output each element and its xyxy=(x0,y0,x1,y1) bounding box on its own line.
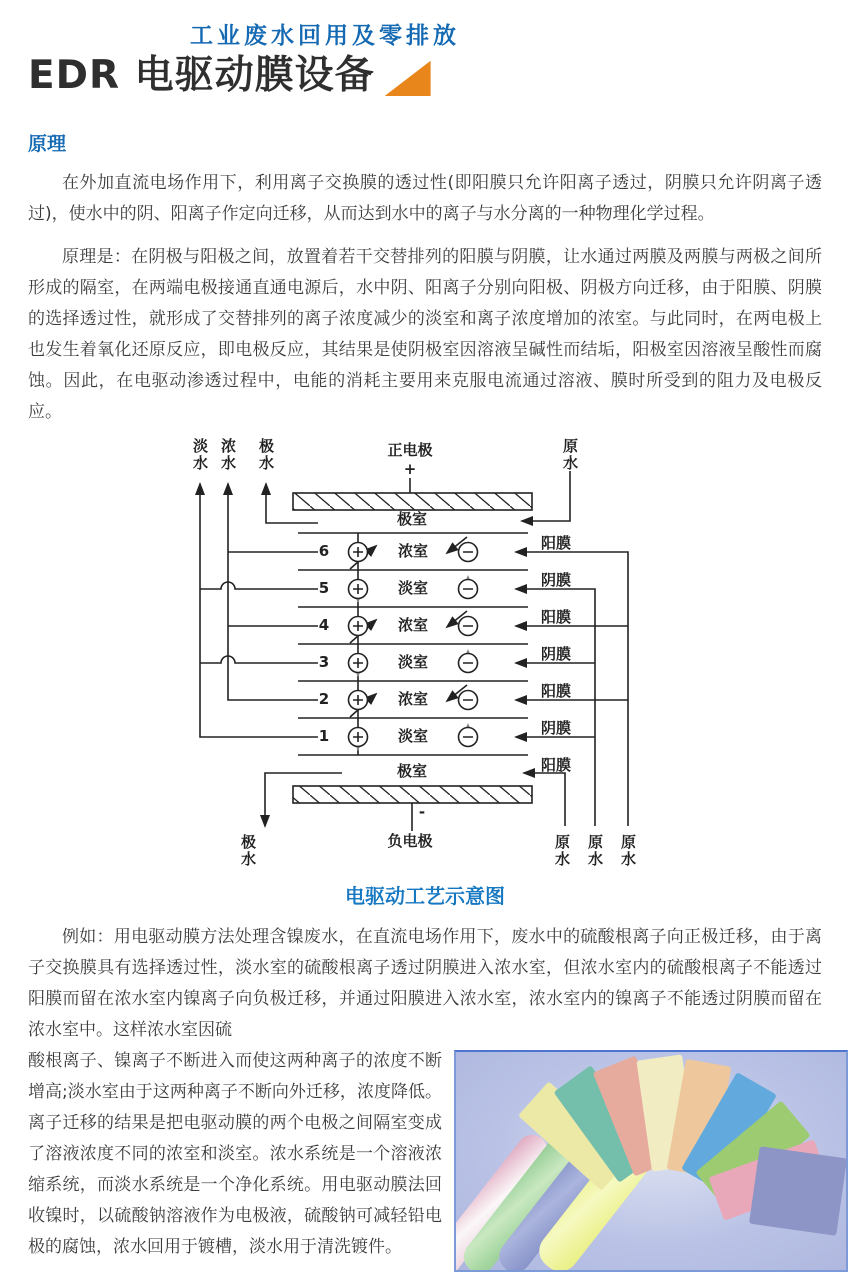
label-membrane-2: 阴膜 xyxy=(540,571,571,589)
label-fresh-water: 淡水 xyxy=(192,437,208,472)
label-membrane-5: 阳膜 xyxy=(540,682,571,700)
chamber-number: 3 xyxy=(318,653,330,671)
page-subtitle: 工业废水回用及零排放 xyxy=(190,23,460,49)
negative-electrode-bar xyxy=(293,786,532,803)
chamber-number: 6 xyxy=(318,542,330,560)
chamber-number: 1 xyxy=(318,727,330,745)
chamber-label: 浓室 xyxy=(397,616,428,634)
chamber-label: 淡室 xyxy=(397,579,428,597)
chamber-label: 浓室 xyxy=(397,690,428,708)
positive-electrode-bar xyxy=(293,493,532,510)
label-raw-water-2: 原水 xyxy=(587,833,603,868)
chamber-number: 4 xyxy=(318,616,330,634)
chamber-number: 2 xyxy=(318,690,330,708)
label-raw-water-3: 原水 xyxy=(620,833,636,868)
label-membrane-6: 阴膜 xyxy=(540,719,571,737)
chamber-label: 淡室 xyxy=(397,727,428,745)
orange-triangle-icon xyxy=(385,60,431,96)
membrane-sheet-purple xyxy=(749,1146,847,1235)
chamber-label: 浓室 xyxy=(397,542,428,560)
label-plus-sign: + xyxy=(403,460,417,478)
paragraph-example-full: 例如：用电驱动膜方法处理含镍废水，在直流电场作用下，废水中的硫酸根离子向正极迁移，由于离子交换膜具有选择透过性，淡水室的硫酸根离子透过阴膜进入浓水室，但浓水室内的硫酸根离子不能透过阳膜而留在浓水室内镍离子向负极迁移，并通过阳膜进入浓水室，浓水室内的镍离子不能透过阴膜而留在浓水室中。这样浓水室因硫 xyxy=(28,927,822,1040)
label-membrane-1: 阳膜 xyxy=(540,534,571,552)
label-concentrate-water: 浓水 xyxy=(220,437,236,472)
paragraph-principle-2: 原理是：在阴极与阳极之间，放置着若干交替排列的阳膜与阴膜，让水通过两膜及两膜与两极之间所形成的隔室，在两端电极接通直通电源后，水中阴、阳离子分别向阳极、阴极方向迁移，由于阳膜、阴膜的选择透过性，就形成了交替排列的离子浓度减少的淡室和离子浓度增加的浓室。与此同时，在两电极上也发生着氧化还原反应，即电极反应，其结果是使阴极室因溶液呈碱性而结垢，阳极室因溶液呈酸性而腐蚀。因此，在电驱动渗透过程中，电能的消耗主要用来克服电流通过溶液、膜时所受到的阻力及电极反应。 xyxy=(28,247,822,422)
label-electrode-water-top: 极水 xyxy=(258,437,274,472)
fresh-water-line xyxy=(200,484,318,737)
edr-process-diagram xyxy=(170,438,660,878)
title-row xyxy=(28,50,822,100)
membrane-photo xyxy=(454,1050,848,1272)
membrane-lines xyxy=(298,533,528,755)
diagram-caption: 电驱动工艺示意图 xyxy=(345,884,505,908)
label-negative-electrode: 负电极 xyxy=(387,832,433,850)
label-electrode-water-bottom: 极水 xyxy=(240,833,256,868)
chamber-label: 淡室 xyxy=(397,653,428,671)
label-raw-water-top: 原水 xyxy=(562,437,578,472)
label-positive-electrode: 正电极 xyxy=(387,441,433,459)
concentrate-water-line xyxy=(228,484,318,700)
section-heading-principle: 原理 xyxy=(28,133,67,155)
label-membrane-4: 阴膜 xyxy=(540,645,571,663)
label-minus-sign: - xyxy=(418,803,426,821)
label-membrane-3: 阳膜 xyxy=(540,608,571,626)
paragraph-principle-1: 在外加直流电场作用下，利用离子交换膜的透过性(即阳膜只允许阳离子透过，阴膜只允许阴离子透过)，使水中的阴、阳离子作定向迁移，从而达到水中的离子与水分离的一种物理化学过程。 xyxy=(28,173,822,224)
label-raw-water-1: 原水 xyxy=(554,833,570,868)
paragraph-example-left: 酸根离子、镍离子不断进入而使这两种离子的浓度不断增高;淡水室由于这两种离子不断向外迁移，浓度降低。离子迁移的结果是把电驱动膜的两个电极之间隔室变成了溶液浓度不同的浓室和淡室。浓水系统是一个溶液浓缩系统，而淡水系统是一个净化系统。用电驱动膜法回收镍时，以硫酸钠溶液作为电极液，硫酸钠可减轻铅电极的腐蚀，浓水回用于镀槽，淡水用于清洗镀件。 xyxy=(28,1051,442,1257)
page-title: EDR 电驱动膜设备 xyxy=(28,53,375,98)
chamber-number: 5 xyxy=(318,579,330,597)
label-electrode-chamber-top: 极室 xyxy=(396,510,427,528)
example-row xyxy=(28,1046,822,1272)
label-electrode-chamber-bottom: 极室 xyxy=(396,762,427,780)
label-membrane-7: 阳膜 xyxy=(540,756,571,774)
